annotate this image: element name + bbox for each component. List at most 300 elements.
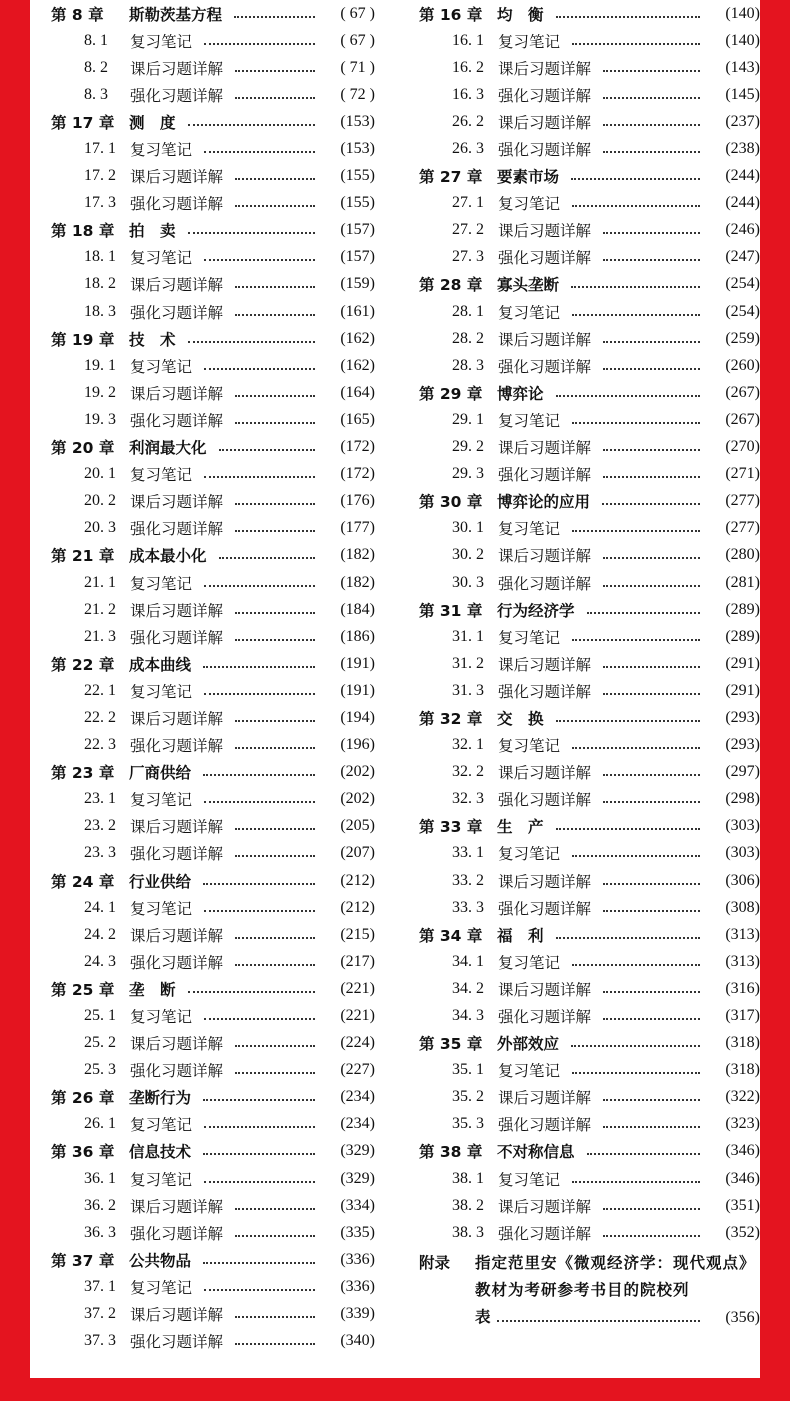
page-number: (306) — [725, 871, 760, 889]
leader-dots — [556, 828, 700, 830]
section-number: 8. 3 — [84, 85, 108, 103]
toc-left-column — [30, 0, 375, 1355]
toc-section-entry[interactable] — [398, 677, 760, 704]
leader-dots — [235, 1235, 315, 1237]
leader-dots — [204, 1181, 315, 1183]
section-number: 30. 1 — [452, 519, 484, 537]
section-title: 课后习题详解 — [498, 655, 592, 674]
toc-chapter-entry[interactable] — [398, 379, 760, 406]
leader-dots — [497, 1320, 700, 1322]
page-number: (162) — [340, 356, 375, 374]
toc-section-entry[interactable] — [398, 27, 760, 54]
toc-section-entry[interactable] — [398, 1111, 760, 1138]
toc-section-entry[interactable] — [30, 948, 375, 975]
toc-section-entry[interactable] — [398, 515, 760, 542]
toc-section-entry[interactable] — [30, 786, 375, 813]
toc-section-entry[interactable] — [30, 1328, 375, 1355]
chapter-title: 信息技术 — [129, 1143, 192, 1162]
toc-section-entry[interactable] — [398, 1165, 760, 1192]
chapter-number: 第 23 章 — [51, 764, 115, 783]
section-title: 课后习题详解 — [498, 764, 592, 783]
leader-dots — [603, 70, 700, 72]
page-number: (298) — [725, 790, 760, 808]
toc-section-entry[interactable] — [30, 81, 375, 108]
appendix-title: 指定范里安《微观经济学：现代观点》教材为考研参考书目的院校列 — [475, 1254, 748, 1299]
section-title: 复习笔记 — [130, 791, 193, 810]
toc-section-entry[interactable] — [398, 217, 760, 244]
section-title: 强化习题详解 — [498, 249, 592, 268]
section-title: 强化习题详解 — [130, 628, 224, 647]
leader-dots — [603, 1208, 700, 1210]
toc-section-entry[interactable] — [398, 732, 760, 759]
page-number: (145) — [725, 85, 760, 103]
section-number: 25. 1 — [84, 1007, 116, 1025]
toc-section-entry[interactable] — [398, 867, 760, 894]
page-number: (303) — [725, 817, 760, 835]
leader-dots — [572, 422, 700, 424]
leader-dots — [204, 910, 315, 912]
leader-dots — [603, 1235, 700, 1237]
toc-chapter-entry[interactable] — [30, 1084, 375, 1111]
section-number: 22. 2 — [84, 708, 116, 726]
leader-dots — [235, 422, 315, 424]
toc-section-entry[interactable] — [398, 623, 760, 650]
leader-dots — [602, 503, 700, 505]
toc-chapter-entry[interactable] — [30, 217, 375, 244]
section-number: 27. 2 — [452, 221, 484, 239]
leader-dots — [204, 476, 315, 478]
toc-section-entry[interactable] — [30, 406, 375, 433]
toc-section-entry[interactable] — [398, 108, 760, 135]
page-number: (322) — [725, 1088, 760, 1106]
leader-dots — [235, 639, 315, 641]
toc-chapter-entry[interactable] — [398, 0, 760, 27]
page-number: (291) — [725, 681, 760, 699]
toc-section-entry[interactable] — [398, 135, 760, 162]
toc-section-entry[interactable] — [30, 244, 375, 271]
toc-section-entry[interactable] — [398, 542, 760, 569]
chapter-title: 厂商供给 — [129, 764, 192, 783]
section-title: 强化习题详解 — [498, 574, 592, 593]
toc-section-entry[interactable] — [30, 623, 375, 650]
page-number: (157) — [340, 248, 375, 266]
section-title: 复习笔记 — [130, 1170, 193, 1189]
toc-section-entry[interactable] — [398, 786, 760, 813]
toc-section-entry[interactable] — [30, 163, 375, 190]
section-number: 33. 3 — [452, 898, 484, 916]
chapter-title: 生 产 — [497, 818, 544, 837]
toc-section-entry[interactable] — [30, 190, 375, 217]
leader-dots — [556, 937, 700, 939]
section-number: 21. 3 — [84, 627, 116, 645]
toc-section-entry[interactable] — [30, 1192, 375, 1219]
section-number: 8. 1 — [84, 31, 108, 49]
toc-section-entry[interactable] — [398, 840, 760, 867]
toc-section-entry[interactable] — [398, 54, 760, 81]
toc-chapter-entry[interactable] — [398, 271, 760, 298]
section-title: 课后习题详解 — [130, 601, 224, 620]
section-title: 课后习题详解 — [498, 980, 592, 999]
page-number: (177) — [340, 519, 375, 537]
page-number: (293) — [725, 736, 760, 754]
toc-section-entry[interactable] — [398, 325, 760, 352]
page-number: (334) — [340, 1196, 375, 1214]
section-number: 23. 2 — [84, 817, 116, 835]
section-number: 35. 3 — [452, 1115, 484, 1133]
leader-dots — [603, 1018, 700, 1020]
section-number: 35. 1 — [452, 1061, 484, 1079]
section-number: 30. 2 — [452, 546, 484, 564]
section-title: 复习笔记 — [498, 195, 561, 214]
toc-section-entry[interactable] — [30, 488, 375, 515]
page-number: (212) — [340, 898, 375, 916]
leader-dots — [235, 503, 315, 505]
toc-section-entry[interactable] — [30, 677, 375, 704]
toc-section-entry[interactable] — [30, 1030, 375, 1057]
leader-dots — [572, 1181, 700, 1183]
toc-section-entry[interactable] — [398, 1002, 760, 1029]
toc-section-entry[interactable] — [30, 298, 375, 325]
chapter-title: 交 换 — [497, 709, 544, 728]
toc-chapter-entry[interactable] — [398, 1138, 760, 1165]
toc-section-entry[interactable] — [398, 975, 760, 1002]
section-number: 25. 3 — [84, 1061, 116, 1079]
page-number: (318) — [725, 1034, 760, 1052]
chapter-number: 第 20 章 — [51, 439, 115, 458]
section-title: 强化习题详解 — [498, 682, 592, 701]
section-title: 复习笔记 — [498, 1062, 561, 1081]
section-number: 16. 2 — [452, 58, 484, 76]
toc-chapter-entry[interactable] — [30, 542, 375, 569]
page-number: (244) — [725, 167, 760, 185]
toc-section-entry[interactable] — [398, 650, 760, 677]
leader-dots — [571, 1045, 700, 1047]
page-number: ( 67 ) — [340, 31, 375, 49]
leader-dots — [572, 1072, 700, 1074]
leader-dots — [188, 124, 315, 126]
chapter-title: 垄 断 — [129, 980, 176, 999]
toc-right-column — [398, 0, 760, 1326]
toc-chapter-entry[interactable] — [30, 650, 375, 677]
leader-dots — [603, 151, 700, 153]
section-title: 课后习题详解 — [130, 493, 224, 512]
leader-dots — [203, 1099, 315, 1101]
page-number: (172) — [340, 438, 375, 456]
section-number: 27. 3 — [452, 248, 484, 266]
toc-section-entry[interactable] — [398, 894, 760, 921]
chapter-number: 第 30 章 — [419, 493, 483, 512]
page-number: (313) — [725, 925, 760, 943]
chapter-number: 第 18 章 — [51, 222, 115, 241]
page-number: (215) — [340, 925, 375, 943]
section-title: 复习笔记 — [498, 953, 561, 972]
leader-dots — [603, 585, 700, 587]
page-number: (161) — [340, 302, 375, 320]
leader-dots — [235, 612, 315, 614]
section-number: 18. 1 — [84, 248, 116, 266]
chapter-title: 垄断行为 — [129, 1089, 192, 1108]
toc-chapter-entry[interactable] — [398, 704, 760, 731]
section-number: 37. 3 — [84, 1332, 116, 1350]
leader-dots — [203, 774, 315, 776]
section-number: 28. 3 — [452, 356, 484, 374]
section-number: 25. 2 — [84, 1034, 116, 1052]
toc-section-entry[interactable] — [398, 298, 760, 325]
toc-section-entry[interactable] — [30, 379, 375, 406]
section-number: 16. 1 — [452, 31, 484, 49]
toc-section-entry[interactable] — [30, 27, 375, 54]
section-number: 8. 2 — [84, 58, 108, 76]
page-number: (159) — [340, 275, 375, 293]
page-number: (224) — [340, 1034, 375, 1052]
page-number: (153) — [340, 140, 375, 158]
toc-section-entry[interactable] — [30, 461, 375, 488]
leader-dots — [572, 639, 700, 641]
toc-section-entry[interactable] — [30, 1301, 375, 1328]
section-number: 26. 3 — [452, 140, 484, 158]
toc-section-entry[interactable] — [30, 54, 375, 81]
page-number: (196) — [340, 736, 375, 754]
section-number: 20. 1 — [84, 465, 116, 483]
chapter-number: 第 26 章 — [51, 1089, 115, 1108]
section-number: 37. 2 — [84, 1305, 116, 1323]
chapter-title: 博弈论 — [497, 384, 544, 403]
chapter-title: 拍 卖 — [129, 222, 176, 241]
section-number: 24. 3 — [84, 952, 116, 970]
page-number: (155) — [340, 194, 375, 212]
toc-section-entry[interactable] — [398, 190, 760, 217]
section-title: 课后习题详解 — [498, 59, 592, 78]
page-number: (143) — [725, 58, 760, 76]
chapter-number: 第 38 章 — [419, 1143, 483, 1162]
toc-section-entry[interactable] — [30, 569, 375, 596]
section-title: 复习笔记 — [130, 1008, 193, 1027]
section-number: 26. 1 — [84, 1115, 116, 1133]
toc-section-entry[interactable] — [30, 894, 375, 921]
leader-dots — [203, 1153, 315, 1155]
section-title: 强化习题详解 — [498, 1224, 592, 1243]
section-title: 课后习题详解 — [498, 439, 592, 458]
chapter-title: 成本最小化 — [129, 547, 207, 566]
leader-dots — [572, 314, 700, 316]
toc-section-entry[interactable] — [398, 948, 760, 975]
section-number: 23. 1 — [84, 790, 116, 808]
page-number: (313) — [725, 952, 760, 970]
section-title: 复习笔记 — [498, 32, 561, 51]
chapter-title: 行为经济学 — [497, 601, 575, 620]
chapter-number: 第 32 章 — [419, 709, 483, 728]
chapter-number: 第 8 章 — [51, 5, 104, 24]
toc-section-entry[interactable] — [398, 1219, 760, 1246]
toc-section-entry[interactable] — [30, 732, 375, 759]
page-number: (329) — [340, 1142, 375, 1160]
toc-chapter-entry[interactable] — [30, 1138, 375, 1165]
section-number: 36. 2 — [84, 1196, 116, 1214]
page-number: (164) — [340, 383, 375, 401]
toc-section-entry[interactable] — [30, 1002, 375, 1029]
section-number: 32. 1 — [452, 736, 484, 754]
page-number: (260) — [725, 356, 760, 374]
toc-section-entry[interactable] — [398, 244, 760, 271]
leader-dots — [603, 1099, 700, 1101]
toc-chapter-entry[interactable] — [398, 921, 760, 948]
toc-section-entry[interactable] — [398, 1192, 760, 1219]
toc-section-entry[interactable] — [30, 1219, 375, 1246]
toc-section-entry[interactable] — [398, 81, 760, 108]
toc-section-entry[interactable] — [398, 352, 760, 379]
section-number: 23. 3 — [84, 844, 116, 862]
page-number: (234) — [340, 1088, 375, 1106]
toc-section-entry[interactable] — [30, 840, 375, 867]
section-number: 33. 2 — [452, 871, 484, 889]
page-number: (317) — [725, 1007, 760, 1025]
section-title: 课后习题详解 — [498, 330, 592, 349]
section-title: 强化习题详解 — [130, 845, 224, 864]
page-number: ( 72 ) — [340, 85, 375, 103]
section-number: 36. 3 — [84, 1223, 116, 1241]
page-number: (352) — [725, 1223, 760, 1241]
leader-dots — [603, 557, 700, 559]
page-number: (308) — [725, 898, 760, 916]
toc-section-entry[interactable] — [30, 271, 375, 298]
page-number: (237) — [725, 112, 760, 130]
section-number: 17. 2 — [84, 167, 116, 185]
toc-section-entry[interactable] — [30, 704, 375, 731]
section-title: 课后习题详解 — [498, 222, 592, 241]
section-title: 课后习题详解 — [130, 59, 224, 78]
section-title: 复习笔记 — [498, 411, 561, 430]
page-number: (227) — [340, 1061, 375, 1079]
chapter-title: 行业供给 — [129, 872, 192, 891]
toc-section-entry[interactable] — [30, 1273, 375, 1300]
page-number: (270) — [725, 438, 760, 456]
toc-section-entry[interactable] — [30, 1111, 375, 1138]
section-title: 强化习题详解 — [498, 86, 592, 105]
toc-chapter-entry[interactable] — [398, 1030, 760, 1057]
chapter-title: 要素市场 — [497, 168, 560, 187]
leader-dots — [603, 883, 700, 885]
toc-chapter-entry[interactable] — [30, 108, 375, 135]
section-number: 30. 3 — [452, 573, 484, 591]
chapter-title: 寡头垄断 — [497, 276, 560, 295]
page-number: (318) — [725, 1061, 760, 1079]
section-title: 强化习题详解 — [130, 1062, 224, 1081]
toc-chapter-entry[interactable] — [30, 434, 375, 461]
toc-chapter-entry[interactable] — [398, 488, 760, 515]
toc-chapter-entry[interactable] — [30, 759, 375, 786]
page-number: (221) — [340, 1007, 375, 1025]
toc-chapter-entry[interactable] — [398, 596, 760, 623]
chapter-title: 博弈论的应用 — [497, 493, 591, 512]
toc-section-entry[interactable] — [398, 1084, 760, 1111]
toc-section-entry[interactable] — [30, 596, 375, 623]
toc-section-entry[interactable] — [30, 515, 375, 542]
section-title: 复习笔记 — [498, 1170, 561, 1189]
section-title: 课后习题详解 — [130, 168, 224, 187]
toc-section-entry[interactable] — [398, 759, 760, 786]
section-title: 复习笔记 — [130, 1116, 193, 1135]
toc-chapter-entry[interactable] — [30, 867, 375, 894]
toc-chapter-entry[interactable] — [30, 325, 375, 352]
toc-chapter-entry[interactable] — [398, 813, 760, 840]
toc-section-entry[interactable] — [30, 921, 375, 948]
section-title: 课后习题详解 — [498, 113, 592, 132]
section-number: 37. 1 — [84, 1277, 116, 1295]
section-number: 34. 1 — [452, 952, 484, 970]
page-number: (182) — [340, 546, 375, 564]
toc-section-entry[interactable] — [398, 406, 760, 433]
section-title: 课后习题详解 — [130, 709, 224, 728]
chapter-number: 第 16 章 — [419, 5, 483, 24]
leader-dots — [572, 855, 700, 857]
toc-section-entry[interactable] — [30, 1057, 375, 1084]
toc-section-entry[interactable] — [398, 461, 760, 488]
toc-section-entry[interactable] — [30, 352, 375, 379]
page-number: (202) — [340, 763, 375, 781]
page-number: (182) — [340, 573, 375, 591]
section-title: 复习笔记 — [130, 1278, 193, 1297]
page-number: (234) — [340, 1115, 375, 1133]
section-title: 课后习题详解 — [498, 547, 592, 566]
chapter-number: 第 17 章 — [51, 113, 115, 132]
toc-chapter-entry[interactable] — [30, 975, 375, 1002]
leader-dots — [235, 720, 315, 722]
page-number: (277) — [725, 492, 760, 510]
leader-dots — [203, 1262, 315, 1264]
leader-dots — [204, 693, 315, 695]
toc-section-entry[interactable] — [398, 434, 760, 461]
toc-chapter-entry[interactable] — [30, 1246, 375, 1273]
leader-dots — [188, 991, 315, 993]
page-number: (316) — [725, 979, 760, 997]
page-number: (157) — [340, 221, 375, 239]
section-number: 19. 1 — [84, 356, 116, 374]
leader-dots — [204, 1126, 315, 1128]
toc-section-entry[interactable] — [30, 813, 375, 840]
section-title: 强化习题详解 — [130, 953, 224, 972]
leader-dots — [603, 97, 700, 99]
chapter-number: 第 28 章 — [419, 276, 483, 295]
toc-section-entry[interactable] — [30, 1165, 375, 1192]
leader-dots — [603, 259, 700, 261]
toc-section-entry[interactable] — [30, 135, 375, 162]
section-title: 复习笔记 — [498, 520, 561, 539]
leader-dots — [188, 232, 315, 234]
toc-section-entry[interactable] — [398, 569, 760, 596]
section-title: 强化习题详解 — [498, 466, 592, 485]
leader-dots — [603, 693, 700, 695]
section-title: 强化习题详解 — [130, 737, 224, 756]
chapter-number: 第 25 章 — [51, 980, 115, 999]
toc-section-entry[interactable] — [398, 1057, 760, 1084]
section-title: 复习笔记 — [130, 574, 193, 593]
leader-dots — [235, 855, 315, 857]
page-number: (140) — [725, 31, 760, 49]
section-title: 强化习题详解 — [498, 899, 592, 918]
chapter-number: 第 34 章 — [419, 926, 483, 945]
toc-chapter-entry[interactable] — [30, 0, 375, 27]
chapter-number: 第 27 章 — [419, 168, 483, 187]
section-number: 22. 3 — [84, 736, 116, 754]
leader-dots — [204, 585, 315, 587]
toc-chapter-entry[interactable] — [398, 163, 760, 190]
page-number: (221) — [340, 979, 375, 997]
section-title: 课后习题详解 — [130, 1035, 224, 1054]
page-number: (176) — [340, 492, 375, 510]
page-number: ( 71 ) — [340, 58, 375, 76]
chapter-number: 第 22 章 — [51, 655, 115, 674]
section-title: 课后习题详解 — [130, 1306, 224, 1325]
